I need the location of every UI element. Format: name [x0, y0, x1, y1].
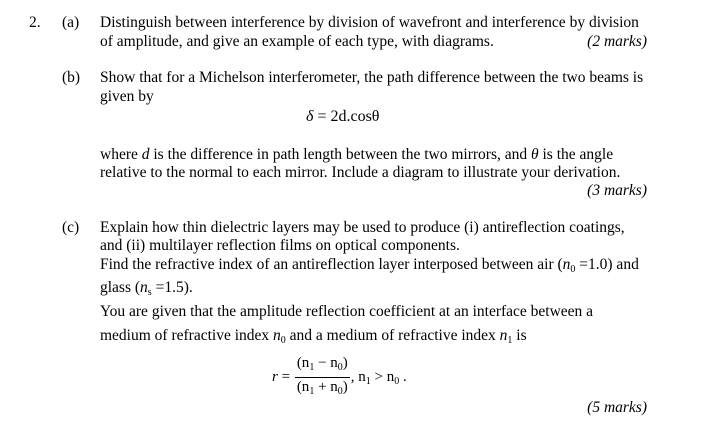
d-variable: d: [141, 146, 150, 163]
delta-symbol: δ: [306, 108, 314, 125]
part-a-marks: (2 marks): [587, 33, 647, 50]
text-span: , n: [350, 368, 366, 385]
subscript: 1: [309, 386, 315, 397]
subscript: 0: [337, 362, 343, 373]
n-variable: n: [499, 327, 508, 344]
part-c-line-3: [100, 256, 639, 279]
subscript: 1: [309, 362, 315, 373]
r-variable: r: [272, 368, 278, 385]
part-b-line-3: [100, 146, 613, 164]
part-b-label: (b): [62, 69, 81, 86]
part-c-line-4: [100, 279, 193, 302]
text-span: ): [342, 355, 348, 371]
text-span: .: [399, 368, 407, 385]
text-span: glass (: [100, 279, 141, 296]
part-c-line-1: Explain how thin dielectric layers may be used to produce (i) antireflection coatings,: [100, 219, 625, 236]
part-c-line-2: and (ii) multilayer reflection films on optical components.: [100, 237, 460, 254]
text-span: (n: [296, 355, 310, 371]
part-b-marks: (3 marks): [587, 182, 647, 199]
text-span: medium of refractive index: [100, 327, 274, 344]
part-b-line-1: Show that for a Michelson interferometer, the path difference between the two beams is: [100, 69, 644, 86]
text-span: > n: [370, 368, 395, 385]
n-variable: n: [273, 327, 281, 344]
subscript: 1: [507, 335, 513, 346]
n-variable: n: [140, 279, 148, 296]
subscript: 0: [280, 335, 286, 346]
part-b-line-4: relative to the normal to each mirror. Include a diagram to illustrate your derivation.: [100, 164, 621, 181]
text-span: ): [342, 379, 348, 395]
fraction-numerator: [295, 355, 350, 378]
text-span: Find the refractive index of an antireflection layer interposed between air (: [100, 256, 563, 273]
theta-symbol: θ: [531, 146, 539, 163]
part-c-marks: (5 marks): [587, 399, 647, 416]
subscript: 1: [365, 375, 371, 387]
part-b-equation: [306, 108, 379, 126]
n-variable: n: [562, 256, 571, 273]
part-b-line-2: given by: [100, 88, 154, 105]
equation-rhs: = 2d.cosθ: [313, 108, 380, 125]
question-number: 2.: [29, 14, 41, 31]
part-c-equation: r = $\frac{(n_1 - n_0)}{(n_1 + n_0)}$ , $n_1 > n_0$ .: [272, 355, 407, 400]
part-c-line-5: You are given that the amplitude reflection coefficient at an interface between a: [100, 303, 594, 320]
subscript: 0: [337, 386, 343, 397]
text-span: − n: [314, 355, 338, 371]
part-a-line-1: Distinguish between interference by division of wavefront and interference by division: [100, 14, 639, 31]
text-span: is the difference in path length between the two mirrors, and: [149, 146, 531, 163]
text-span: (n: [296, 379, 310, 395]
text-span: is the angle: [538, 146, 614, 163]
subscript: s: [147, 287, 152, 298]
part-c-label: (c): [62, 219, 80, 236]
text-span: =1.5).: [151, 279, 193, 296]
text-span: where: [100, 146, 142, 163]
text-span: and a medium of refractive index: [285, 327, 500, 344]
text-span: =1.0) and: [575, 256, 639, 273]
text-span: + n: [314, 379, 338, 395]
fraction: [295, 355, 350, 400]
part-a-line-2: of amplitude, and give an example of each type, with diagrams.: [100, 33, 494, 50]
part-a-label: (a): [62, 14, 80, 31]
subscript: 0: [394, 375, 400, 387]
text-span: is: [512, 327, 527, 344]
part-c-line-6: [100, 327, 527, 350]
subscript: 0: [570, 264, 576, 275]
fraction-denominator: [295, 378, 350, 400]
